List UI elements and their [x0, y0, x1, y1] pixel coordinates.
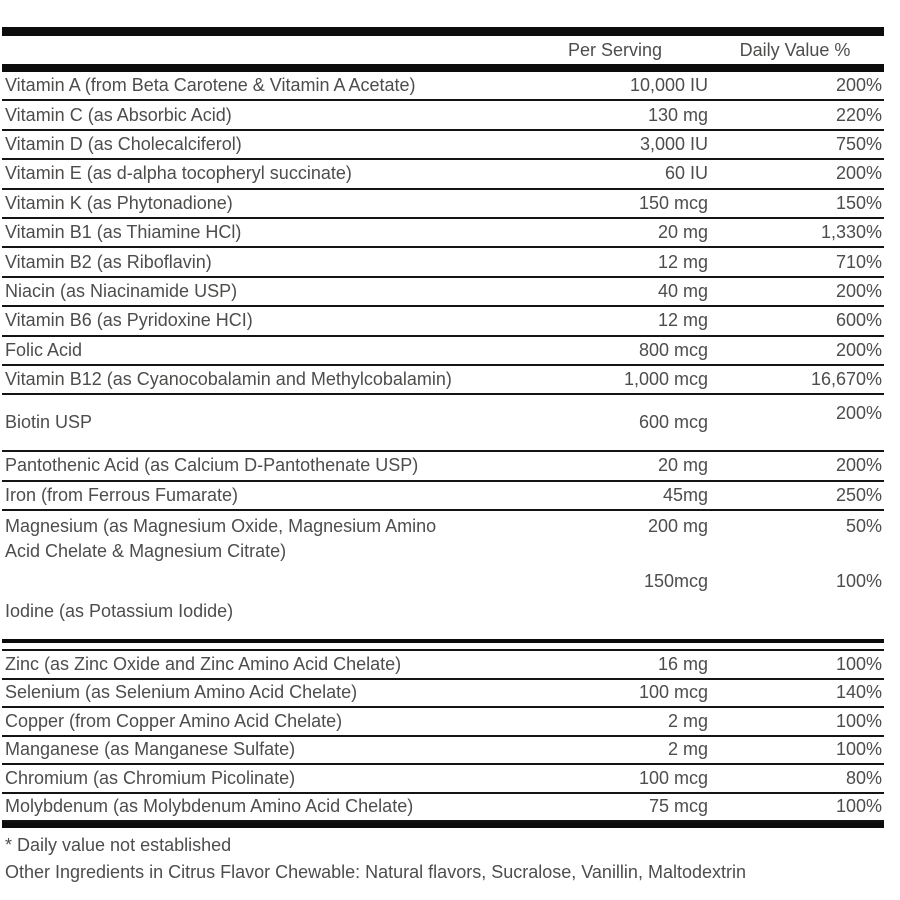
- daily-value-percent: 100%: [835, 796, 882, 817]
- ingredient-name: Selenium (as Selenium Amino Acid Chelate): [5, 682, 358, 703]
- ingredient-name: Iodine (as Potassium Iodide): [5, 601, 234, 622]
- table-row: [2, 482, 884, 511]
- daily-value-percent: 220%: [835, 104, 882, 125]
- table-row: [2, 680, 884, 709]
- daily-value-percent: 600%: [835, 310, 882, 331]
- table-row: [2, 160, 884, 189]
- daily-value-percent: 80%: [845, 767, 882, 788]
- daily-value-percent: 200%: [835, 280, 882, 301]
- per-serving-value: 130 mg: [647, 104, 708, 125]
- table-row: [2, 72, 884, 101]
- daily-value-percent: 100%: [835, 653, 882, 674]
- daily-value-percent: 16,670%: [810, 369, 882, 390]
- table-row: [2, 366, 884, 395]
- ingredient-name: Vitamin D (as Cholecalciferol): [5, 133, 242, 154]
- ingredient-name: Zinc (as Zinc Oxide and Zinc Amino Acid Chelate): [5, 653, 402, 674]
- daily-value-percent: 200%: [835, 339, 882, 360]
- per-serving-value: 20 mg: [657, 455, 708, 476]
- daily-value-percent: 200%: [835, 75, 882, 96]
- table-row: [2, 101, 884, 130]
- per-serving-value: 16 mg: [657, 653, 708, 674]
- table-row: [2, 765, 884, 794]
- per-serving-value: 12 mg: [657, 310, 708, 331]
- daily-value-percent: 250%: [835, 484, 882, 505]
- table-row: [2, 131, 884, 160]
- ingredient-name: Vitamin E (as d-alpha tocopheryl succinate): [5, 163, 352, 184]
- table-row: [2, 190, 884, 219]
- table-row: [2, 708, 884, 737]
- ingredient-name: Vitamin A (from Beta Carotene & Vitamin A Acetate): [5, 75, 416, 96]
- table-row: [2, 219, 884, 248]
- daily-value-footnote: * Daily value not established: [5, 835, 232, 856]
- table-header-row: [2, 36, 884, 64]
- per-serving-value: 20 mg: [657, 222, 708, 243]
- other-ingredients-note: Other Ingredients in Citrus Flavor Chewable: Natural flavors, Sucralose, Vanillin, Maltodextrin: [5, 862, 746, 883]
- daily-value-percent: 50%: [845, 516, 882, 537]
- per-serving-value: 150mcg: [643, 570, 708, 591]
- supplement-facts-table: [2, 27, 884, 883]
- table-row: [2, 794, 884, 823]
- ingredient-name: Vitamin B1 (as Thiamine HCl): [5, 222, 242, 243]
- per-serving-value: 200 mg: [647, 516, 708, 537]
- top-rule: [2, 27, 884, 36]
- per-serving-value: 40 mg: [657, 280, 708, 301]
- section-separator-rule: [2, 639, 884, 643]
- daily-value-percent: 1,330%: [820, 222, 882, 243]
- daily-value-percent: 200%: [835, 455, 882, 476]
- ingredient-name-line-1: Magnesium (as Magnesium Oxide, Magnesium Amino: [5, 516, 437, 537]
- per-serving-value: 2 mg: [667, 739, 708, 760]
- ingredient-name: Vitamin B12 (as Cyanocobalamin and Methylcobalamin): [5, 369, 452, 390]
- ingredient-name: Folic Acid: [5, 339, 83, 360]
- ingredient-name: Iron (from Ferrous Fumarate): [5, 484, 239, 505]
- table-row: [2, 278, 884, 307]
- table-row: [2, 452, 884, 481]
- daily-value-percent: 200%: [835, 163, 882, 184]
- table-row-biotin: [2, 395, 884, 452]
- daily-value-percent: 150%: [835, 192, 882, 213]
- table-row: [2, 337, 884, 366]
- ingredient-name: [2, 514, 522, 564]
- header-per-serving: Per Serving: [567, 40, 663, 60]
- per-serving-value: 3,000 IU: [639, 133, 708, 154]
- iodine-values-line: [2, 571, 884, 591]
- per-serving-value: 600 mcg: [638, 412, 708, 433]
- header-rule: [2, 64, 884, 72]
- table-row-iodine: [2, 568, 884, 639]
- daily-value-percent: 710%: [835, 251, 882, 272]
- per-serving-value: 10,000 IU: [629, 75, 708, 96]
- per-serving-value: 100 mcg: [638, 767, 708, 788]
- ingredient-name: Biotin USP: [5, 412, 93, 433]
- table-row: [2, 248, 884, 277]
- per-serving-value: 150 mcg: [638, 192, 708, 213]
- ingredient-name: Manganese (as Manganese Sulfate): [5, 739, 296, 760]
- bottom-rule: [2, 822, 884, 828]
- ingredient-name: Molybdenum (as Molybdenum Amino Acid Chelate): [5, 796, 414, 817]
- table-row: [2, 737, 884, 766]
- per-serving-value: 75 mcg: [648, 796, 708, 817]
- daily-value-percent: 100%: [835, 710, 882, 731]
- minerals-section: [2, 649, 884, 822]
- daily-value-percent: 100%: [835, 739, 882, 760]
- daily-value-percent: 100%: [835, 570, 882, 591]
- ingredient-name: Vitamin B6 (as Pyridoxine HCI): [5, 310, 253, 331]
- ingredient-name: Vitamin K (as Phytonadione): [5, 192, 233, 213]
- daily-value-percent: 200%: [835, 403, 882, 424]
- ingredient-name: Vitamin C (as Absorbic Acid): [5, 104, 232, 125]
- ingredient-name-line-2: Acid Chelate & Magnesium Citrate): [5, 541, 287, 562]
- per-serving-value: 800 mcg: [638, 339, 708, 360]
- per-serving-value: 1,000 mcg: [623, 369, 708, 390]
- ingredient-name: Niacin (as Niacinamide USP): [5, 280, 238, 301]
- per-serving-value: 12 mg: [657, 251, 708, 272]
- ingredient-name: Pantothenic Acid (as Calcium D-Pantothenate USP): [5, 455, 419, 476]
- daily-value-percent: 750%: [835, 133, 882, 154]
- ingredient-name: Vitamin B2 (as Riboflavin): [5, 251, 212, 272]
- per-serving-value: 2 mg: [667, 710, 708, 731]
- ingredient-name: Chromium (as Chromium Picolinate): [5, 767, 296, 788]
- per-serving-value: 100 mcg: [638, 682, 708, 703]
- table-row: [2, 307, 884, 336]
- ingredient-name: Copper (from Copper Amino Acid Chelate): [5, 710, 343, 731]
- header-daily-value: Daily Value %: [739, 40, 851, 60]
- daily-value-percent: 140%: [835, 682, 882, 703]
- vitamins-section: [2, 72, 884, 639]
- table-row: [2, 651, 884, 680]
- per-serving-value: 60 IU: [664, 163, 708, 184]
- table-row-magnesium: [2, 511, 884, 568]
- per-serving-value: 45mg: [662, 484, 708, 505]
